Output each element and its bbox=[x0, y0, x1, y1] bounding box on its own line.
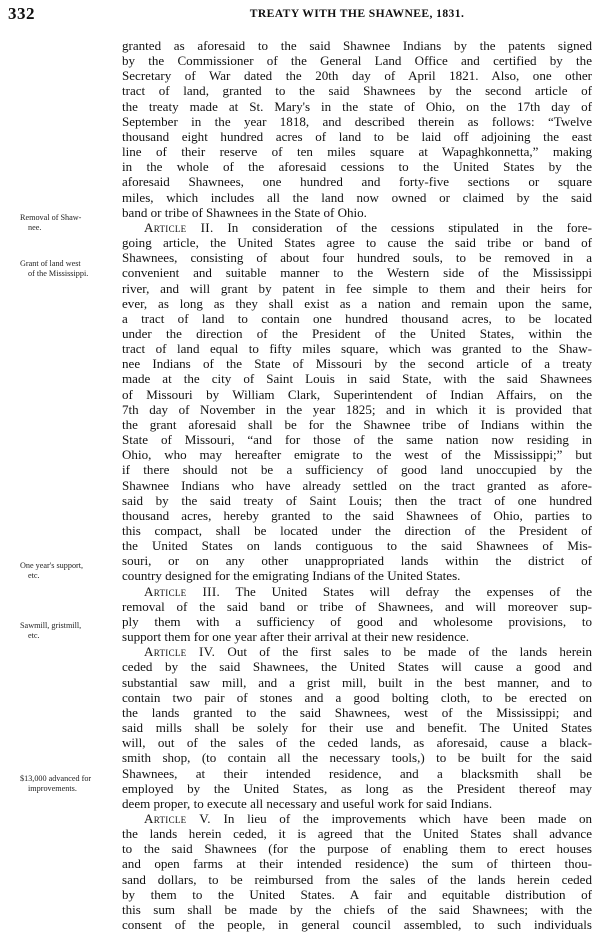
page-number: 332 bbox=[8, 4, 35, 23]
text-line: river, and will grant by patent in fee simple to them and their heirs for bbox=[122, 280, 592, 296]
text-line: if there should not be a sufficiency of good land unoccupied by the bbox=[122, 462, 592, 478]
sidenote-grant-of-land bbox=[20, 259, 124, 278]
text-line: going article, the United States agree to cause the said tribe or band of bbox=[122, 235, 592, 251]
text-line: contain two pair of stones and a good bolting cloth, to be erected on bbox=[122, 689, 592, 705]
text-line: Article II. In consideration of the cessions stipulated in the fore- bbox=[144, 219, 592, 235]
text-line: ply them with a sufficiency of good and wholesome provisions, to bbox=[122, 613, 592, 629]
text-line: the United States on lands contiguous to the said Shawnees of Mis- bbox=[122, 538, 592, 554]
sidenote-line: Removal of Shaw- bbox=[20, 213, 82, 222]
text-line: aforesaid Shawnees, one hundred and forty-five sections or square bbox=[122, 174, 592, 190]
text-line: consent of the people, in general council assembled, to such individuals bbox=[122, 917, 592, 932]
text-line: September in the year 1818, and described therein as follows: “Twelve bbox=[122, 113, 592, 129]
text-line: removal of the said band or tribe of Shawnees, and will moreover sup- bbox=[122, 598, 592, 614]
text-line: thousand acres, hereby granted to the said Shawnees of Ohio, parties to bbox=[122, 507, 592, 523]
text-line: this sum shall be made by the chiefs of the said Shawnees; with the bbox=[122, 901, 592, 917]
text-line: of Missouri by William Clark, Superintendent of Indian Affairs, on the bbox=[122, 386, 592, 402]
text-line: Ohio, who may hereafter emigrate to the west of the Mississippi;” but bbox=[122, 447, 592, 463]
text-line: Article III. The United States will defray the expenses of the bbox=[144, 583, 592, 599]
text-line: a tract of land to contain one hundred thousand acres, to be located bbox=[122, 310, 592, 326]
text-line: miles, which includes all the land now owned or claimed by the said bbox=[122, 189, 592, 205]
sidenote-line: Sawmill, gristmill, bbox=[20, 621, 82, 630]
text-line: convenient and suitable manner to the Western side of the Mississippi bbox=[122, 265, 592, 281]
text-line: the treaty made at St. Mary's in the state of Ohio, on the 17th day of bbox=[122, 98, 592, 114]
text-line: Shawnees, at their intended residence, and a blacksmith shall be bbox=[122, 765, 592, 781]
text-line: 7th day of November in the year 1825; and in which it is provided that bbox=[122, 401, 592, 417]
sidenote-removal bbox=[20, 213, 124, 232]
text-line: ceded by the said Shawnees, the United States will cause a good and bbox=[122, 659, 592, 675]
sidenote-line: Grant of land west bbox=[20, 259, 81, 268]
text-line: this compact, shall be located under the direction of the President of bbox=[122, 523, 592, 538]
text-line: tract of land equal to fifty miles square, which was granted to the Shaw- bbox=[122, 341, 592, 357]
text-line: country designed for the emigrating Indians of the United States. bbox=[122, 568, 461, 584]
text-line: said by the said treaty of Saint Louis; then the tract of one hundred bbox=[122, 492, 592, 508]
text-line: deem proper, to execute all necessary and useful work for said Indians. bbox=[122, 795, 493, 811]
text-line: Article IV. Out of the first sales to be made of the lands herein bbox=[144, 644, 592, 660]
treaty-body-text bbox=[122, 38, 592, 932]
text-line: Secretary of War dated the 20th day of April 1821. Also, one other bbox=[122, 68, 592, 84]
text-line: band or tribe of Shawnees in the State of Ohio. bbox=[122, 204, 367, 220]
article-heading: Article III. bbox=[144, 583, 221, 599]
sidenote-13000-advanced bbox=[20, 774, 124, 793]
text-line: substantial saw mill, and a grist mill, built in the best manner, and to bbox=[122, 674, 592, 690]
text-line: the grant aforesaid shall be for the Shawnee tribe of Indians within the bbox=[122, 416, 592, 432]
text-line: under the direction of the President of the United States, within the bbox=[122, 325, 592, 341]
sidenote-line: nee. bbox=[28, 222, 42, 232]
text-line: the lands granted to the said Shawnees, west of the Mississippi; and bbox=[122, 704, 592, 720]
text-line: nee Indians of the State of Missouri by the second article of a treaty bbox=[122, 356, 592, 372]
text-line: by the Commissioner of the General Land Office and certified by the bbox=[122, 53, 592, 69]
text-line: thousand eight hundred acres of land to be laid off adjoining the east bbox=[122, 128, 592, 144]
text-line: support them for one year after their arrival at their new residence. bbox=[122, 629, 470, 645]
text-line: will, out of the sales of the ceded lands, as aforesaid, cause a black- bbox=[122, 735, 592, 751]
text-line: Shawnee Indians who have already settled on the tract granted as afore- bbox=[122, 477, 592, 493]
article-heading: Article IV. bbox=[144, 644, 216, 660]
text-line: Shawnees, consisting of about four hundred souls, to be removed in a bbox=[122, 250, 592, 266]
page-header bbox=[0, 0, 600, 34]
text-line: line of their reserve of ten miles square at Wapaghkonnetta,” making bbox=[122, 144, 592, 160]
sidenote-line: of the Mississippi. bbox=[28, 268, 89, 278]
text-line: said mills shall be solely for their use and benefit. The United States bbox=[122, 720, 592, 736]
text-line: and open farms at their intended residence) the sum of thirteen thou- bbox=[122, 856, 592, 872]
text-line: employed by the United States, as long as the President thereof may bbox=[122, 780, 592, 796]
text-line: smith shop, (to contain all the necessary tools,) to be built for the said bbox=[122, 750, 592, 766]
text-line: ever, as long as they shall exist as a nation and remain upon the same, bbox=[122, 295, 592, 311]
sidenote-sawmill-gristmill bbox=[20, 621, 124, 640]
text-line: by them to the United States. A fair and equitable distribution of bbox=[122, 886, 592, 902]
sidenote-one-years-support bbox=[20, 561, 124, 580]
text-line: tract of land, granted to the said Shawnees by the second article of bbox=[122, 83, 592, 99]
text-line: State of Missouri, “and for those of the same nation now residing in bbox=[122, 432, 592, 448]
text-line: made at the city of Saint Louis in said State, with the said Shawnees bbox=[122, 371, 592, 387]
text-line: granted as aforesaid to the said Shawnee Indians by the patents signed bbox=[122, 38, 592, 53]
running-head: TREATY WITH THE SHAWNEE, 1831. bbox=[249, 7, 465, 20]
article-heading: Article V. bbox=[144, 810, 211, 826]
text-line: souri, or on any other unappropriated lands within the district of bbox=[122, 553, 592, 569]
article-heading: Article II. bbox=[144, 219, 214, 235]
text-line: the lands herein ceded, it is agreed that the United States shall advance bbox=[122, 826, 592, 842]
sidenote-line: improvements. bbox=[28, 783, 77, 793]
text-line: Article V. In lieu of the improvements which have been made on bbox=[144, 810, 592, 826]
sidenote-line: etc. bbox=[28, 570, 40, 580]
sidenote-line: $13,000 advanced for bbox=[20, 774, 92, 783]
text-line: to the said Shawnees (for the purpose of enabling them to erect houses bbox=[122, 841, 592, 857]
sidenote-line: etc. bbox=[28, 630, 40, 640]
sidenote-line: One year's support, bbox=[20, 561, 84, 570]
text-line: in the whole of the aforesaid cessions to the United States by the bbox=[122, 159, 592, 175]
text-line: sand dollars, to be reimbursed from the sales of the lands herein ceded bbox=[122, 871, 592, 887]
